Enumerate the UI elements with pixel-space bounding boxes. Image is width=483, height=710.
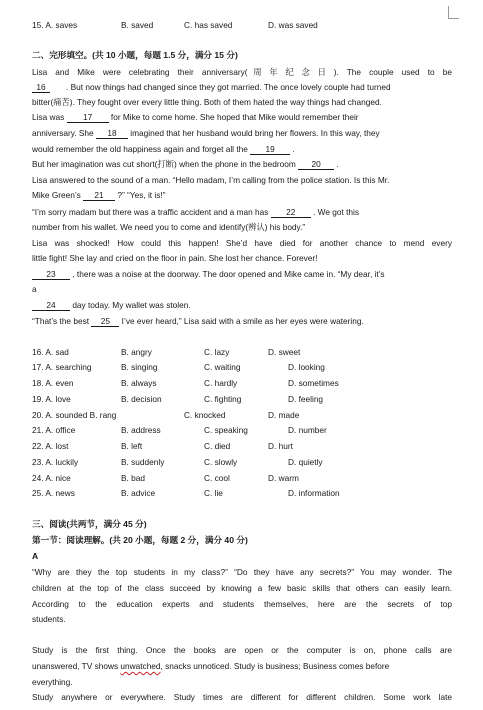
reading-line-1: “Why are they the top students in my class?” “Do they have any secrets?” You may wonder. The bbox=[32, 567, 452, 577]
passage-line-7: But her imagination was cut short(打断) when the phone in the bedroom 20 . bbox=[32, 159, 339, 169]
blank-25: 25 bbox=[91, 317, 119, 327]
option-17-b: B. singing bbox=[121, 362, 158, 372]
option-23-b: B. suddenly bbox=[121, 457, 165, 467]
option-16-d: D. sweet bbox=[268, 347, 301, 357]
option-22-d: D. hurt bbox=[268, 441, 293, 451]
option-21-d: D. number bbox=[288, 425, 327, 435]
blank-18: 18 bbox=[96, 129, 128, 139]
option-22-c: C. died bbox=[204, 441, 231, 451]
passage-line-6: would remember the old happiness again and forget all the 19 . bbox=[32, 144, 295, 154]
passage-line-15: a bbox=[32, 284, 37, 294]
option-20-c: C. knocked bbox=[184, 410, 226, 420]
option-16-c: C. lazy bbox=[204, 347, 230, 357]
option-19-d: D. feeling bbox=[288, 394, 324, 404]
option-18-a: 18. A. even bbox=[32, 378, 74, 388]
option-23-c: C. slowly bbox=[204, 457, 238, 467]
option-23-d: D. quietly bbox=[288, 457, 323, 467]
reading-line-8: Study anywhere or everywhere. Study times are different for different children. Some work late bbox=[32, 692, 452, 702]
q15-option-b: B. saved bbox=[121, 20, 154, 30]
section3-part1-title: 第一节：阅读理解。(共 20 小题，每题 2 分，满分 40 分) bbox=[32, 535, 248, 545]
blank-16: 16 bbox=[32, 83, 50, 93]
passage-a-label: A bbox=[32, 551, 39, 561]
wavy-underlined-word: unwatched bbox=[120, 661, 161, 671]
reading-line-6: unanswered, TV shows unwatched, snacks unnoticed. Study is business; Business comes before bbox=[32, 661, 390, 671]
option-20-d: D. made bbox=[268, 410, 300, 420]
reading-line-2: children at the top of the class succeed by knowing a few basic skills that others can easily learn. bbox=[32, 583, 452, 593]
passage-line-10: “I’m sorry madam but there was a traffic accident and a man has 22 . We got this bbox=[32, 207, 360, 217]
blank-19: 19 bbox=[250, 145, 290, 155]
option-16-b: B. angry bbox=[121, 347, 152, 357]
passage-line-14: 23 , there was a noise at the doorway. The door opened and Mike came in. “My dear, it’s bbox=[32, 269, 452, 280]
blank-24: 24 bbox=[32, 301, 70, 311]
passage-line-5: anniversary. She 18 imagined that her husband would bring her flowers. In this way, they bbox=[32, 128, 380, 138]
option-20-ab: 20. A. sounded B. rang bbox=[32, 410, 117, 420]
option-25-a: 25. A. news bbox=[32, 488, 75, 498]
q15-option-d: D. was saved bbox=[268, 20, 318, 30]
option-23-a: 23. A. luckily bbox=[32, 457, 79, 467]
blank-22: 22 bbox=[271, 208, 311, 218]
option-21-a: 21. A. office bbox=[32, 425, 76, 435]
option-25-b: B. advice bbox=[121, 488, 156, 498]
q15-option-c: C. has saved bbox=[184, 20, 233, 30]
option-24-b: B. bad bbox=[121, 473, 145, 483]
passage-line-16: 24 day today. My wallet was stolen. bbox=[32, 300, 452, 311]
reading-line-4: students. bbox=[32, 614, 66, 624]
passage-line-2: 16 . But now things had changed since they got married. The once lovely couple had turned bbox=[32, 82, 452, 93]
option-19-b: B. decision bbox=[121, 394, 162, 404]
reading-line-5: Study is the first thing. Once the books are open or the computer is on, phone calls are bbox=[32, 645, 452, 655]
option-17-d: D. looking bbox=[288, 362, 325, 372]
passage-line-17: “That’s the best 25 I’ve ever heard,” Lisa said with a smile as her eyes were watering. bbox=[32, 316, 364, 326]
passage-line-8: Lisa answered to the sound of a man. “Hello madam, I’m calling from the police station. Is this Mr. bbox=[32, 175, 390, 185]
section2-title: 二、完形填空。(共 10 小题，每题 1.5 分，满分 15 分) bbox=[32, 50, 238, 60]
blank-17: 17 bbox=[67, 113, 109, 123]
option-19-c: C. fighting bbox=[204, 394, 242, 404]
option-18-d: D. sometimes bbox=[288, 378, 339, 388]
option-19-a: 19. A. love bbox=[32, 394, 71, 404]
passage-line-9: Mike Green’s 21 ?” “Yes, it is!” bbox=[32, 190, 166, 200]
blank-21: 21 bbox=[83, 191, 115, 201]
passage-line-12: Lisa was shocked! How could this happen! She’d have died for another chance to mend every bbox=[32, 238, 452, 248]
passage-line-11: number from his wallet. We need you to come and identify(辨认) his body.” bbox=[32, 222, 306, 232]
passage-line-4: Lisa was 17 for Mike to come home. She hoped that Mike would remember their bbox=[32, 112, 359, 122]
option-25-d: D. information bbox=[288, 488, 340, 498]
option-22-b: B. left bbox=[121, 441, 143, 451]
option-21-b: B. address bbox=[121, 425, 161, 435]
blank-23: 23 bbox=[32, 270, 70, 280]
passage-line-1: Lisa and Mike were celebrating their anniversary(周年纪念日). The couple used to be bbox=[32, 67, 452, 77]
section3-title: 三、阅读(共两节，满分 45 分) bbox=[32, 519, 147, 529]
option-18-c: C. hardly bbox=[204, 378, 238, 388]
reading-line-3: According to the education experts and students themselves, here are the secrets of top bbox=[32, 599, 452, 609]
passage-line-3: bitter(痛苦). They fought over every little thing. Both of them hated the way things had changed. bbox=[32, 97, 382, 107]
blank-20: 20 bbox=[298, 160, 334, 170]
option-18-b: B. always bbox=[121, 378, 157, 388]
reading-line-7: everything. bbox=[32, 677, 73, 687]
option-17-c: C. waiting bbox=[204, 362, 241, 372]
option-16-a: 16. A. sad bbox=[32, 347, 69, 357]
option-24-d: D. warm bbox=[268, 473, 299, 483]
passage-line-13: little fight! She lay and cried on the floor in pain. She lost her chance. Forever! bbox=[32, 253, 318, 263]
page-corner-mark bbox=[448, 6, 459, 19]
option-24-c: C. cool bbox=[204, 473, 230, 483]
option-17-a: 17. A. searching bbox=[32, 362, 92, 372]
option-25-c: C. lie bbox=[204, 488, 223, 498]
option-22-a: 22. A. lost bbox=[32, 441, 69, 451]
q15-option-a: 15. A. saves bbox=[32, 20, 78, 30]
option-24-a: 24. A. nice bbox=[32, 473, 71, 483]
option-21-c: C. speaking bbox=[204, 425, 248, 435]
